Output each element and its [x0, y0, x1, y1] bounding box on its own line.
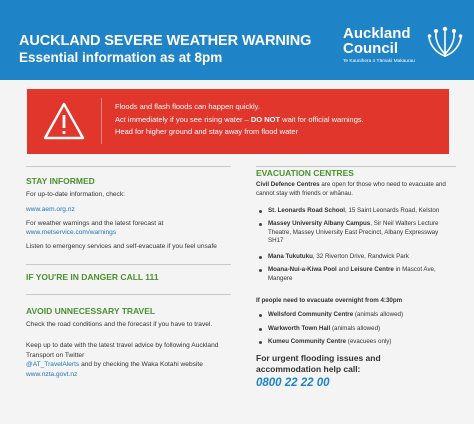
nzta-link[interactable]: www.nzta.govt.nz: [26, 370, 78, 378]
centre-name: Moana-Nui-a-Kiwa Pool: [268, 266, 337, 273]
stay-informed-heading: STAY INFORMED: [26, 176, 95, 186]
centre-note: (animals allowed): [330, 325, 381, 332]
logo-text-line1: Auckland: [343, 25, 411, 42]
self-evacuate-text: Listen to emergency services and self-evacuate if you feel unsafe: [26, 243, 217, 250]
warning-line-2-start: Act immediately if you see rising water –: [115, 114, 251, 124]
evacuation-heading: EVACUATION CENTRES: [256, 168, 354, 178]
centre-conjunction: and: [336, 266, 351, 273]
bullet-icon: [259, 328, 262, 331]
warning-banner: [27, 89, 449, 154]
bullet-icon: [259, 210, 262, 213]
centre-name: Wellsford Community Centre: [268, 311, 354, 318]
centre-text: [268, 220, 454, 246]
evacuation-intro: [256, 181, 456, 199]
warning-triangle-icon: [43, 101, 85, 141]
aem-link[interactable]: www.aem.org.nz: [26, 206, 75, 213]
bullet-icon: [259, 223, 262, 226]
centre-name: Massey University Albany Campus: [268, 220, 371, 227]
centre-name: Mana Tukutuku: [268, 253, 313, 260]
stay-informed-intro: For up-to-date information, check:: [26, 191, 125, 198]
urgent-help-line-2: accommodation help call:: [256, 363, 361, 374]
urgent-help-line-1: For urgent flooding issues and: [256, 353, 381, 363]
centre-text: [268, 311, 454, 320]
help-phone-number[interactable]: 0800 22 22 00: [256, 377, 330, 389]
warning-divider: [101, 98, 102, 144]
centre-note: (evacuees only): [346, 338, 392, 345]
travel-paragraph-2-mid: and by checking the Waka Kotahi website: [79, 361, 203, 368]
forecast-text: For weather warnings and the latest forecast at: [26, 220, 164, 227]
centre-address: , 32 Riverton Drive, Randwick Park: [312, 253, 409, 260]
bullet-icon: [259, 314, 262, 317]
centre-name-2: Leisure Centre: [350, 266, 394, 273]
centre-name: St. Leonards Road School: [268, 207, 346, 214]
bullet-icon: [259, 269, 262, 272]
warning-emphasis: DO NOT: [250, 114, 281, 124]
travel-heading: AVOID UNNECESSARY TRAVEL: [26, 306, 156, 316]
header-banner: [0, 0, 474, 80]
centre-name: Warkworth Town Hall: [268, 325, 331, 332]
bullet-icon: [259, 256, 262, 259]
centre-text: [268, 266, 454, 283]
centre-text: [268, 325, 454, 334]
divider-evacuation: [256, 166, 456, 167]
warning-line-2-end: wait for official warnings.: [280, 114, 364, 124]
travel-paragraph-2-start: Keep up to date with the latest travel advice by following Auckland Transport on Twitter: [26, 342, 219, 359]
bullet-icon: [259, 341, 262, 344]
council-emblem-icon: [427, 24, 463, 60]
warning-line-1: Floods and flash floods can happen quickly.: [115, 102, 260, 111]
centre-text: [268, 207, 454, 216]
twitter-handle-link[interactable]: @AT_TravelAlerts: [26, 361, 80, 368]
page-subtitle: Essential information as at 8pm: [19, 50, 223, 65]
warning-text: [115, 101, 364, 139]
centre-name: Kumeu Community Centre: [268, 338, 347, 345]
evacuation-intro-rest: are open for those who need to evacuate and cannot stay with friends or whānau.: [256, 181, 446, 197]
travel-paragraph-1: Check the road conditions and the forecast if you have to travel.: [26, 321, 213, 328]
centre-address: , Sir Neil Walters Lecture Theatre, Massey University East Precinct, Albany Expressway SH17: [268, 220, 439, 245]
warning-line-2: [115, 114, 364, 127]
divider-danger: [26, 264, 231, 265]
logo-text-line2: Council: [343, 40, 398, 57]
divider-stay-informed: [26, 166, 231, 167]
urgent-help-text: [256, 353, 456, 374]
page-title: AUCKLAND SEVERE WEATHER WARNING: [19, 33, 312, 49]
travel-paragraph-2: [26, 341, 226, 379]
centre-text: [268, 338, 454, 347]
metservice-link[interactable]: www.metservice.com/warnings: [26, 229, 117, 236]
warning-line-3: Head for higher ground and stay away from flood water: [115, 127, 299, 136]
logo-tagline: Te Kaunihera o Tāmaki Makaurau: [343, 59, 415, 64]
overnight-heading: If people need to evacuate overnight from 4:30pm: [256, 297, 403, 304]
auckland-council-logo: [343, 26, 463, 70]
divider-travel: [26, 294, 231, 295]
centre-text: [268, 253, 454, 262]
centre-address: , 15 Saint Leonards Road, Kelston: [345, 207, 440, 214]
evacuation-intro-bold: Civil Defence Centres: [256, 181, 320, 188]
centre-note: (animals allowed): [353, 311, 404, 318]
danger-call-heading: IF YOU'RE IN DANGER CALL 111: [26, 272, 159, 282]
centre-address: in Mascot Ave, Mangere: [268, 266, 436, 282]
